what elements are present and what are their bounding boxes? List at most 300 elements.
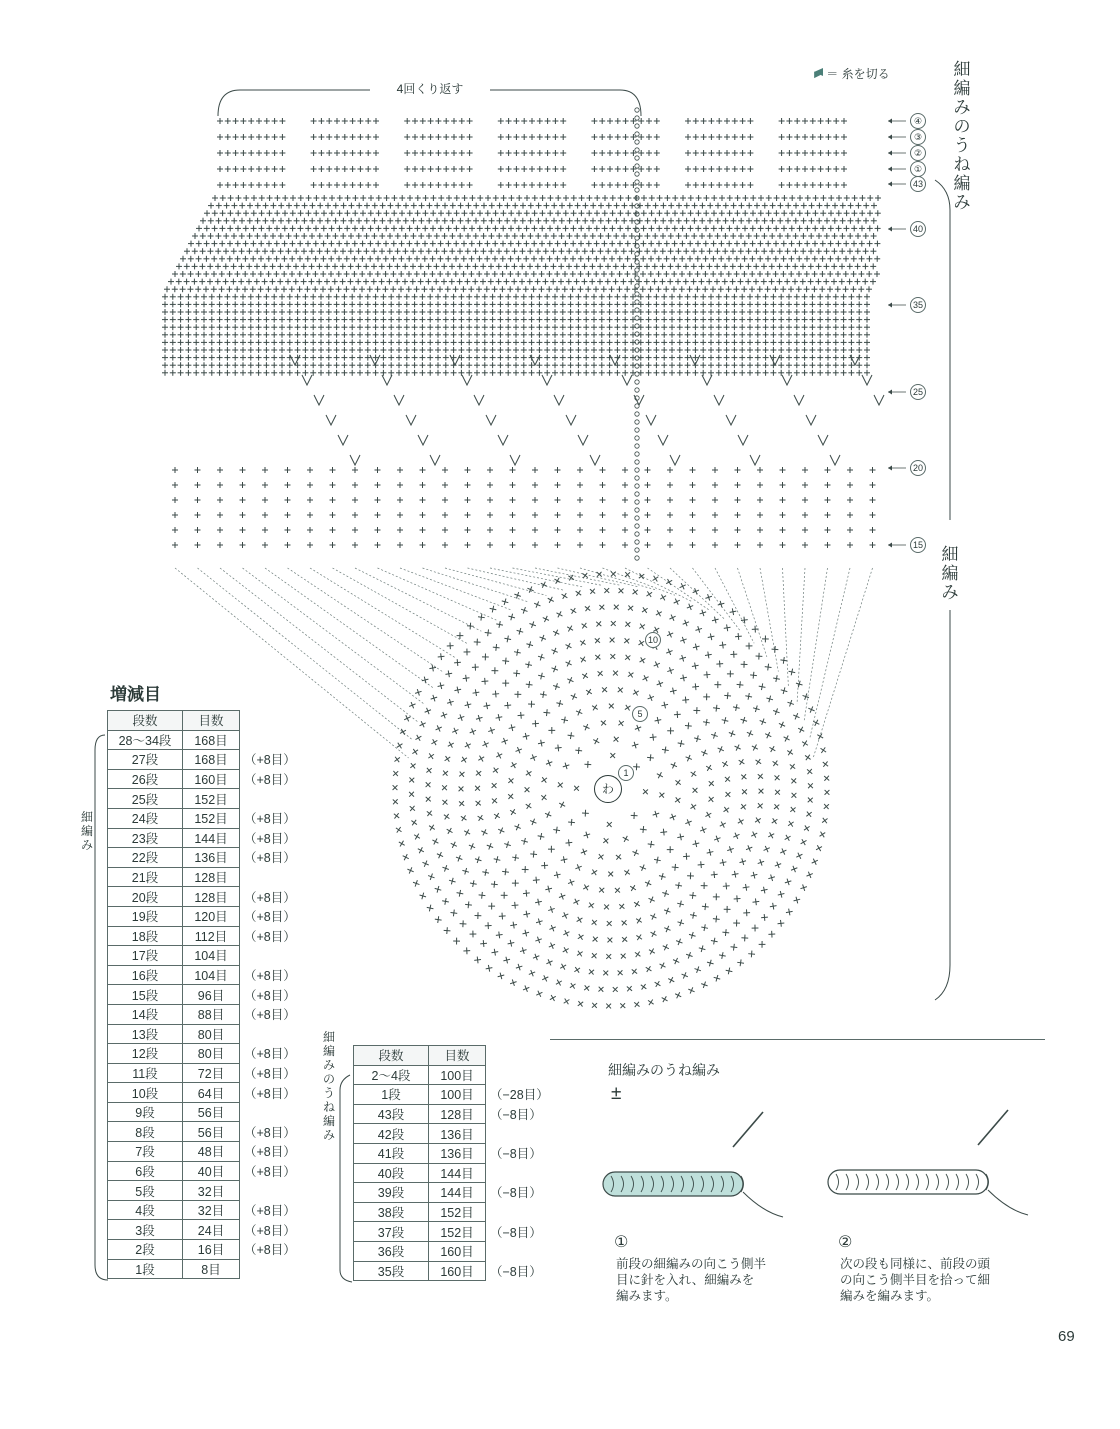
stitch-mark (217, 542, 223, 548)
stitch-mark (521, 355, 527, 361)
stitch-mark (848, 339, 854, 345)
stitch-mark (523, 910, 531, 918)
stitch-mark (669, 370, 675, 376)
stitch-mark (234, 271, 240, 277)
stitch-mark (591, 294, 597, 300)
stitch-mark (669, 301, 675, 307)
stitch-mark (476, 286, 482, 292)
stitch-mark (523, 890, 530, 897)
stitch-mark (758, 225, 764, 231)
stitch-mark (286, 203, 292, 209)
stitch-mark (676, 233, 682, 239)
stitch-mark (532, 527, 538, 533)
stitch-mark (599, 294, 605, 300)
stitch-mark (427, 362, 433, 368)
stitch-mark (833, 362, 839, 368)
stitch-mark (320, 256, 326, 262)
stitch-mark (539, 225, 545, 231)
stitch-mark (571, 210, 577, 216)
stitch-mark (466, 339, 472, 345)
table-cell-note: （−28目） (486, 1085, 551, 1105)
stitch-mark (864, 370, 870, 376)
stitch-mark (403, 218, 409, 224)
stitch-mark (633, 210, 639, 216)
stitch-mark (713, 915, 720, 922)
chain-mark (635, 164, 639, 168)
increase-mark (806, 415, 816, 425)
stitch-mark (454, 210, 460, 216)
stitch-mark (435, 309, 441, 315)
stitch-mark (825, 467, 831, 473)
stitch-mark (256, 301, 262, 307)
stitch-mark (575, 324, 581, 330)
stitch-mark (722, 263, 728, 269)
stitch-mark (435, 182, 441, 188)
stitch-mark (769, 902, 777, 910)
stitch-mark (757, 542, 763, 548)
stitch-mark (724, 324, 730, 330)
stitch-mark (758, 683, 766, 691)
stitch-mark (591, 362, 597, 368)
stitch-mark (162, 339, 168, 345)
stitch-mark (638, 656, 647, 665)
body-stitch-grid (162, 108, 884, 560)
table-cell-count: 128目 (183, 887, 240, 907)
stitch-mark (779, 134, 785, 140)
stitch-mark (561, 716, 569, 724)
chain-mark (635, 372, 639, 376)
stitch-mark (685, 294, 691, 300)
stitch-mark (357, 182, 363, 188)
stitch-mark (778, 301, 784, 307)
stitch-mark (757, 527, 763, 533)
stitch-mark (856, 317, 862, 323)
stitch-mark (555, 542, 561, 548)
stitch-mark (497, 317, 503, 323)
stitch-mark (631, 848, 640, 857)
stitch-mark (809, 339, 815, 345)
stitch-mark (256, 324, 262, 330)
stitch-mark (373, 347, 379, 353)
stitch-mark (178, 324, 184, 330)
stitch-mark (388, 324, 394, 330)
stitch-mark (404, 150, 410, 156)
stitch-mark (325, 218, 331, 224)
stitch-mark (707, 203, 713, 209)
stitch-mark (761, 279, 767, 285)
table-cell-row: 11段 (108, 1063, 183, 1083)
stitch-mark (741, 286, 747, 292)
stitch-mark (583, 362, 589, 368)
stitch-mark (648, 225, 654, 231)
stitch-mark (498, 118, 504, 124)
stitch-mark (307, 467, 313, 473)
stitch-mark (562, 286, 568, 292)
stitch-mark (640, 286, 646, 292)
stitch-mark (742, 256, 748, 262)
stitch-mark (847, 263, 853, 269)
stitch-mark (646, 693, 655, 702)
stitch-mark (804, 241, 810, 247)
stitch-mark (552, 347, 558, 353)
stitch-mark (513, 309, 519, 315)
stitch-mark (742, 210, 748, 216)
stitch-mark (712, 467, 718, 473)
stitch-mark (555, 482, 561, 488)
stitch-mark (792, 248, 798, 254)
table-cell-count: 64目 (183, 1083, 240, 1103)
stitch-mark (412, 362, 418, 368)
stitch-mark (854, 279, 860, 285)
stitch-mark (473, 248, 479, 254)
stitch-mark (305, 210, 311, 216)
stitch-mark (683, 263, 689, 269)
stitch-mark (305, 271, 311, 277)
stitch-mark (434, 724, 443, 733)
stitch-mark (755, 801, 765, 811)
stitch-mark (467, 150, 473, 156)
stitch-mark (715, 233, 721, 239)
stitch-mark (669, 309, 675, 315)
stitch-mark (365, 134, 371, 140)
stitch-mark (388, 332, 394, 338)
stitch-mark (614, 301, 620, 307)
stitch-mark (208, 233, 214, 239)
stitch-mark (740, 134, 746, 140)
stitch-mark (330, 527, 336, 533)
stitch-mark (309, 218, 315, 224)
stitch-mark (683, 853, 690, 860)
stitch-mark (490, 301, 496, 307)
stitch-mark (508, 210, 514, 216)
stitch-mark (850, 286, 856, 292)
stitch-mark (875, 195, 881, 201)
stitch-mark (365, 150, 371, 156)
increase-mark (326, 415, 336, 425)
stitch-mark (380, 203, 386, 209)
table-cell-row: 12段 (108, 1044, 183, 1064)
stitch-mark (696, 195, 702, 201)
stitch-mark (248, 355, 254, 361)
stitch-mark (516, 225, 522, 231)
stitch-mark (482, 355, 488, 361)
stitch-mark (328, 241, 334, 247)
stitch-mark (718, 952, 726, 960)
stitch-mark (380, 347, 386, 353)
stitch-mark (453, 241, 459, 247)
stitch-mark (839, 279, 845, 285)
stitch-mark (812, 225, 818, 231)
stitch-mark (178, 370, 184, 376)
stitch-mark (552, 309, 558, 315)
stitch-mark (596, 984, 606, 994)
stitch-mark (441, 263, 447, 269)
stitch-mark (375, 497, 381, 503)
stitch-mark (847, 497, 853, 503)
stitch-mark (264, 182, 270, 188)
stitch-mark (786, 362, 792, 368)
stitch-mark (562, 256, 568, 262)
stitch-mark (755, 355, 761, 361)
stitch-mark (824, 233, 830, 239)
stitch-mark (734, 271, 740, 277)
stitch-mark (442, 812, 451, 821)
stitch-mark (594, 225, 600, 231)
stitch-mark (699, 263, 705, 269)
stitch-mark (586, 195, 592, 201)
stitch-mark (215, 279, 221, 285)
stitch-mark (723, 218, 729, 224)
stitch-mark (477, 195, 483, 201)
stitch-mark (544, 339, 550, 345)
stitch-mark (310, 339, 316, 345)
stitch-mark (458, 332, 464, 338)
stitch-mark (536, 309, 542, 315)
table-cell-row: 5段 (108, 1181, 183, 1201)
stitch-mark (360, 195, 366, 201)
stitch-mark (407, 195, 413, 201)
stitch-mark (207, 248, 213, 254)
stitch-mark (332, 248, 338, 254)
stitch-mark (685, 317, 691, 323)
stitch-mark (231, 263, 237, 269)
stitch-mark (534, 898, 542, 906)
stitch-mark (446, 698, 454, 706)
stitch-mark (687, 286, 693, 292)
stitch-mark (544, 294, 550, 300)
stitch-mark (745, 692, 753, 700)
stitch-mark (415, 195, 421, 201)
stitch-mark (560, 370, 566, 376)
stitch-mark (473, 218, 479, 224)
stitch-mark (360, 225, 366, 231)
stitch-mark (770, 339, 776, 345)
stitch-mark (734, 210, 740, 216)
stitch-mark (560, 309, 566, 315)
stitch-mark (726, 256, 732, 262)
stitch-mark (802, 482, 808, 488)
stitch-mark (256, 309, 262, 315)
stitch-mark (480, 263, 486, 269)
stitch-mark (305, 225, 311, 231)
stitch-mark (295, 332, 301, 338)
stitch-mark (585, 271, 591, 277)
increase-mark (406, 415, 416, 425)
table-cell-row: 35段 (354, 1261, 429, 1281)
table-cell-row: 26段 (108, 769, 183, 789)
stitch-mark (800, 263, 806, 269)
stitch-mark (677, 332, 683, 338)
stitch-mark (474, 339, 480, 345)
stitch-mark (710, 937, 718, 945)
stitch-mark (788, 286, 794, 292)
stitch-mark (710, 731, 719, 740)
stitch-mark (364, 203, 370, 209)
stitch-mark (256, 347, 262, 353)
stitch-mark (599, 339, 605, 345)
stitch-mark (201, 294, 207, 300)
stitch-mark (848, 332, 854, 338)
stitch-mark (547, 241, 553, 247)
stitch-mark (371, 248, 377, 254)
chain-mark (635, 156, 639, 160)
stitch-mark (404, 370, 410, 376)
stitch-mark (747, 118, 753, 124)
stitch-mark (789, 776, 799, 786)
repeat-label: 4回くり返す (370, 80, 490, 97)
table-cell-row: 23段 (108, 828, 183, 848)
stitch-mark (786, 134, 792, 140)
stitch-mark (420, 527, 426, 533)
stitch-mark (641, 195, 647, 201)
stitch-mark (722, 805, 731, 814)
stitch-mark (297, 256, 303, 262)
stitch-mark (825, 118, 831, 124)
stitch-mark (383, 225, 389, 231)
stitch-mark (679, 271, 685, 277)
stitch-mark (508, 256, 514, 262)
stitch-mark (180, 271, 186, 277)
stitch-mark (535, 248, 541, 254)
stitch-mark (658, 961, 667, 970)
stitch-mark (555, 241, 561, 247)
stitch-mark (531, 256, 537, 262)
inner-marker-5: 5 (632, 706, 648, 722)
stitch-mark (224, 317, 230, 323)
stitch-mark (645, 482, 651, 488)
stitch-mark (763, 362, 769, 368)
table-cell-row: 14段 (108, 1004, 183, 1024)
stitch-mark (773, 225, 779, 231)
stitch-mark (474, 769, 484, 779)
stitch-mark (172, 467, 178, 473)
stitch-mark (621, 203, 627, 209)
stitch-mark (215, 233, 221, 239)
stitch-mark (810, 182, 816, 188)
stitch-mark (256, 166, 262, 172)
stitch-mark (616, 286, 622, 292)
stitch-mark (513, 324, 519, 330)
stitch-mark (645, 512, 651, 518)
stitch-mark (412, 332, 418, 338)
stitch-mark (617, 210, 623, 216)
table-cell-note: （+8目） (240, 1220, 305, 1240)
stitch-mark (418, 248, 424, 254)
stitch-mark (309, 233, 315, 239)
table-cell-row: 6段 (108, 1161, 183, 1181)
stitch-mark (640, 256, 646, 262)
stitch-mark (617, 225, 623, 231)
stitch-mark (583, 301, 589, 307)
stitch-mark (443, 339, 449, 345)
stitch-mark (344, 225, 350, 231)
stitch-mark (712, 512, 718, 518)
stitch-mark (357, 118, 363, 124)
stitch-mark (459, 150, 465, 156)
row-marker: 40 (910, 221, 926, 237)
stitch-mark (543, 263, 549, 269)
stitch-mark (739, 309, 745, 315)
stitch-mark (746, 233, 752, 239)
stitch-mark (239, 248, 245, 254)
stitch-mark (201, 370, 207, 376)
stitch-mark (383, 256, 389, 262)
stitch-mark (715, 218, 721, 224)
stitch-mark (419, 294, 425, 300)
guide-line (288, 568, 444, 672)
stitch-mark (625, 210, 631, 216)
stitch-mark (539, 210, 545, 216)
stitch-mark (232, 370, 238, 376)
stitch-mark (326, 294, 332, 300)
stitch-mark (789, 241, 795, 247)
stitch-mark (818, 118, 824, 124)
stitch-mark (201, 324, 207, 330)
stitch-mark (552, 317, 558, 323)
stitch-mark (170, 324, 176, 330)
stitch-mark (856, 332, 862, 338)
stitch-mark (355, 263, 361, 269)
stitch-mark (780, 482, 786, 488)
stitch-mark (462, 195, 468, 201)
stitch-mark (738, 263, 744, 269)
stitch-mark (584, 687, 593, 696)
stitch-mark (753, 279, 759, 285)
stitch-mark (833, 134, 839, 140)
stitch-mark (568, 370, 574, 376)
stitch-mark (279, 301, 285, 307)
stitch-mark (575, 294, 581, 300)
stitch-mark (492, 225, 498, 231)
stitch-mark (532, 512, 538, 518)
stitch-mark (340, 218, 346, 224)
table-cell-note: （+8目） (240, 1161, 305, 1181)
stitch-mark (732, 182, 738, 188)
stitch-mark (718, 256, 724, 262)
stitch-mark (445, 271, 451, 277)
stitch-mark (443, 118, 449, 124)
stitch-mark (555, 497, 561, 503)
stitch-mark (609, 286, 615, 292)
stitch-mark (841, 182, 847, 188)
stitch-mark (373, 150, 379, 156)
stitch-mark (780, 467, 786, 473)
stitch-mark (285, 482, 291, 488)
chain-mark (635, 532, 639, 536)
stitch-mark (640, 605, 649, 614)
stitch-mark (622, 542, 628, 548)
stitch-mark (716, 660, 723, 667)
stitch-mark (638, 863, 647, 872)
stitch-mark (679, 674, 687, 682)
stitch-mark (685, 118, 691, 124)
stitch-mark (340, 233, 346, 239)
stitch-mark (367, 241, 373, 247)
stitch-mark (599, 362, 605, 368)
stitch-mark (786, 301, 792, 307)
stitch-mark (577, 527, 583, 533)
stitch-mark (443, 294, 449, 300)
stitch-mark (410, 263, 416, 269)
stitch-mark (326, 301, 332, 307)
stitch-mark (357, 166, 363, 172)
stitch-mark (594, 195, 600, 201)
stitch-mark (271, 294, 277, 300)
stitch-mark (781, 195, 787, 201)
stitch-mark (246, 263, 252, 269)
stitch-mark (628, 883, 637, 892)
chain-mark (635, 148, 639, 152)
